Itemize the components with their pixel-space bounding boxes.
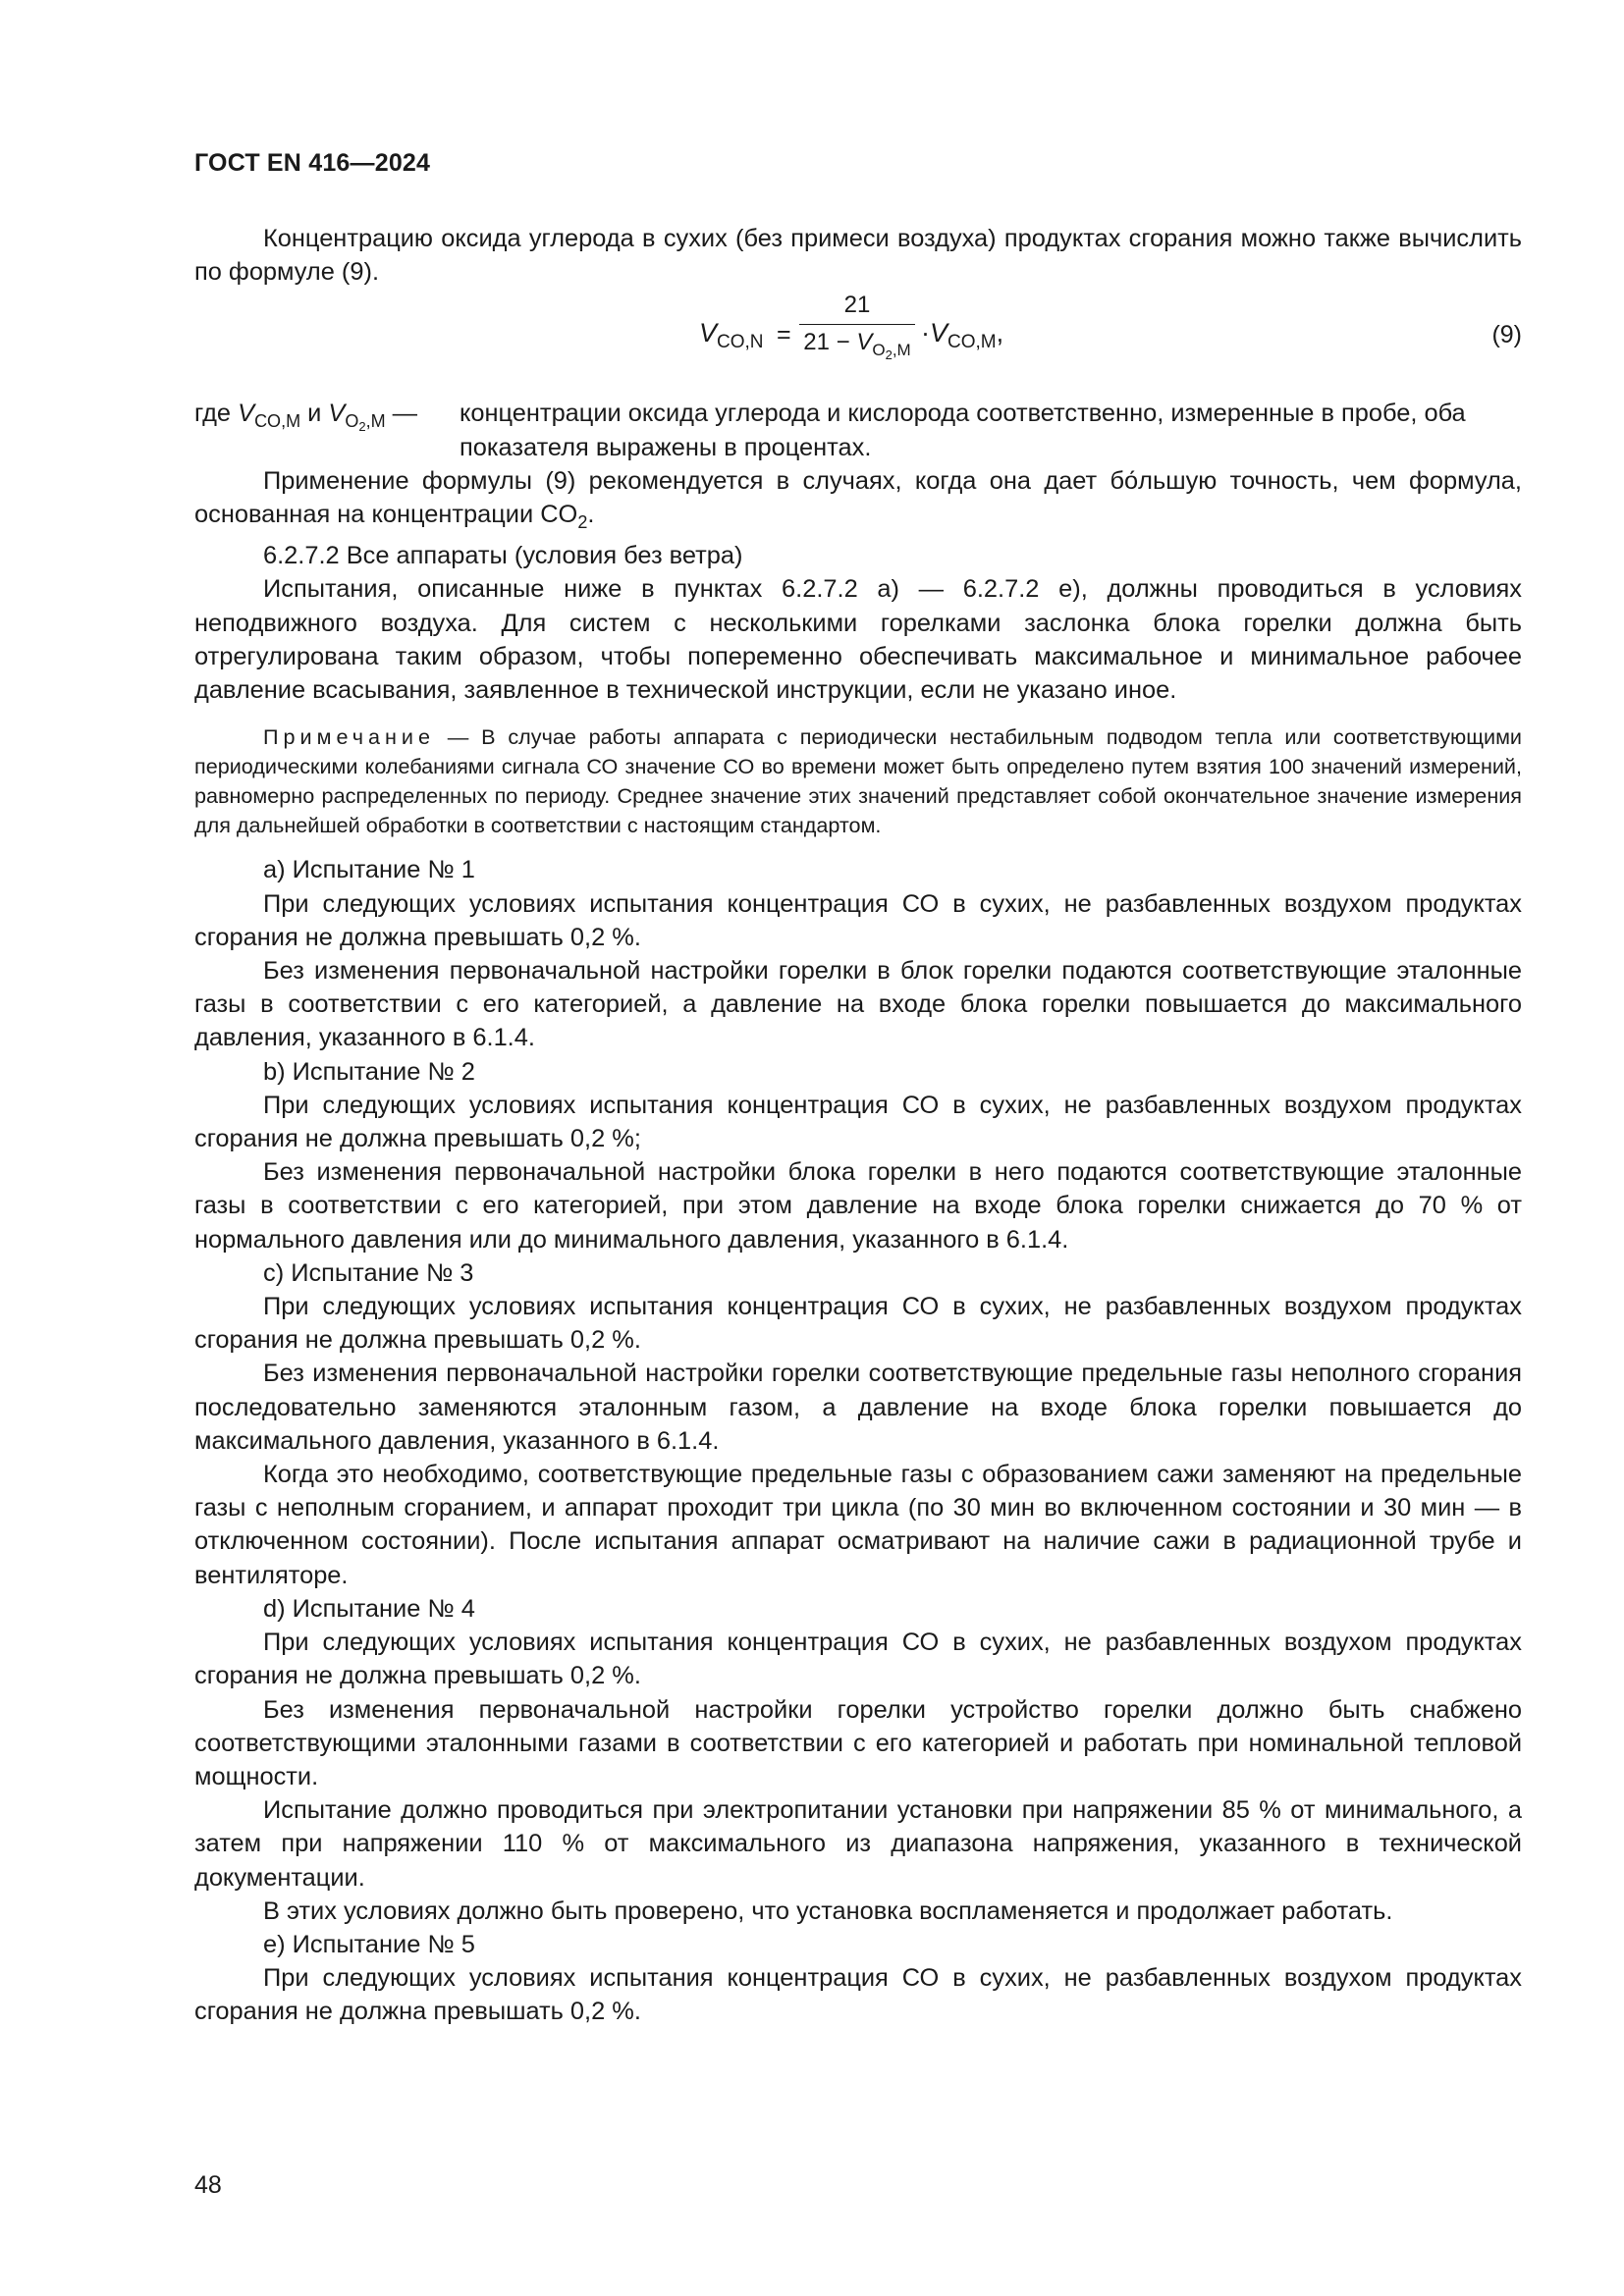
- test-title: с) Испытание № 3: [263, 1258, 474, 1287]
- where-clause: [194, 397, 1522, 463]
- test-paragraph: Без изменения первоначальной настройки горелки соответствующие предельные газы неполного сгорания последовательно заменяются эталонным газом, а давление на входе блока горелки повышается до максимального давления, указанного в 6.1.4.: [194, 1360, 1522, 1455]
- test-paragraph: Когда это необходимо, соответствующие предельные газы с образованием сажи заменяют на предельные газы с неполным сгоранием, и аппарат проходит три цикла (по 30 мин во включенном состоянии и 30 мин — в отключенном состоянии). После испытания аппарат осматривают на наличие сажи в радиационной трубе и вентиляторе.: [194, 1461, 1522, 1589]
- test-4: [194, 1592, 1522, 1928]
- test-title: d) Испытание № 4: [263, 1594, 475, 1623]
- test-title: b) Испытание № 2: [263, 1057, 475, 1086]
- where-lead: где $V_{CO,M}$ и $V_{O_2,M}$ —: [194, 400, 418, 435]
- test-paragraph: При следующих условиях испытания концентрация СО в сухих, не разбавленных воздухом продуктах сгорания не должна превышать 0,2 %.: [194, 1964, 1522, 2026]
- intro-paragraph: Концентрацию оксида углерода в сухих (без примеси воздуха) продуктах сгорания можно также вычислить по формуле (9).: [194, 225, 1522, 287]
- test-paragraph: Без изменения первоначальной настройки блока горелки в него подаются соответствующие эталонные газы в соответствии с его категорией, при этом давление на входе блока горелки снижается до 70 % от нормального давления или до минимального давления, указанного в 6.1.4.: [194, 1158, 1522, 1254]
- test-paragraph: При следующих условиях испытания концентрация СО в сухих, не разбавленных воздухом продуктах сгорания не должна превышать 0,2 %.: [194, 1293, 1522, 1355]
- test-paragraph: Без изменения первоначальной настройки горелки устройство горелки должно быть снабжено соответствующими эталонными газами в соответствии с его категорией и работать при номинальной тепловой мощности.: [194, 1695, 1522, 1790]
- note-block: [194, 722, 1522, 839]
- document-body: [194, 222, 1522, 2029]
- test-paragraph: Испытание должно проводиться при электропитании установки при напряжении 85 % от минимального, а затем при напряжении 110 % от максимального из диапазона напряжения, указанного в технической документации.: [194, 1796, 1522, 1892]
- formula-number: (9): [1491, 321, 1522, 349]
- formula-rhs: $\cdot V_{CO,M}$,: [921, 318, 1004, 353]
- test-paragraph: При следующих условиях испытания концентрация СО в сухих, не разбавленных воздухом продуктах сгорания не должна превышать 0,2 %.: [194, 1629, 1522, 1690]
- page-number: 48: [194, 2171, 222, 2199]
- test-1: [194, 853, 1522, 1054]
- tests-intro-paragraph: Испытания, описанные ниже в пунктах 6.2.7.2 а) — 6.2.7.2 е), должны проводиться в условиях неподвижного воздуха. Для систем с несколькими горелками заслонка блока горелки должна быть отрегулирована таким образом, чтобы попеременно обеспечивать максимальное и минимальное рабочее давление всасывания, заявленное в технической инструкции, если не указано иное.: [194, 575, 1522, 705]
- test-paragraph: Без изменения первоначальной настройки горелки в блок горелки подаются соответствующие эталонные газы в соответствии с его категорией, а давление на входе блока горелки повышается до максимального давления, указанного в 6.1.4.: [194, 957, 1522, 1052]
- test-2: [194, 1055, 1522, 1256]
- fraction-bar: [799, 324, 915, 325]
- test-title: а) Испытание № 1: [263, 856, 475, 884]
- formula-use-paragraph: Применение формулы (9) рекомендуется в случаях, когда она дает бо́льшую точность, чем формула, основанная на концентрации $CO_2$.: [194, 466, 1522, 533]
- test-3: [194, 1256, 1522, 1592]
- where-text: концентрации оксида углерода и кислорода соответственно, измеренные в пробе, оба показателя выражены в процентах.: [460, 400, 1466, 461]
- test-paragraph: При следующих условиях испытания концентрация СО в сухих, не разбавленных воздухом продуктах сгорания не должна превышать 0,2 %;: [194, 1091, 1522, 1153]
- formula-fraction: [799, 291, 915, 370]
- formula-equals: =: [777, 321, 791, 349]
- fraction-numerator: 21: [843, 292, 871, 319]
- note-label: Примечание: [263, 724, 435, 750]
- section-heading: 6.2.7.2 Все аппараты (условия без ветра): [263, 542, 743, 570]
- test-5: [194, 1928, 1522, 2029]
- test-paragraph: В этих условиях должно быть проверено, что установка воспламеняется и продолжает работать.: [263, 1896, 1393, 1925]
- test-paragraph: При следующих условиях испытания концентрация СО в сухих, не разбавленных воздухом продуктах сгорания не должна превышать 0,2 %.: [194, 889, 1522, 951]
- note-text: — В случае работы аппарата с периодически нестабильным подводом тепла или соответствующими периодическими колебаниями сигнала СО значение СО во времени может быть определено путем взятия 100 значений измерений, равномерно распределенных по периоду. Среднее значение этих значений представляет собой окончательное значение измерения для дальнейшей обработки в соответствии с настоящим стандартом.: [194, 724, 1522, 837]
- document-header: ГОСТ EN 416—2024: [194, 149, 431, 177]
- test-title: е) Испытание № 5: [263, 1930, 475, 1958]
- formula-9: [194, 289, 1522, 391]
- formula-lhs: $V_{CO,N}$: [699, 318, 764, 353]
- fraction-denominator: $21 - V_{O_2,M}$: [803, 329, 911, 363]
